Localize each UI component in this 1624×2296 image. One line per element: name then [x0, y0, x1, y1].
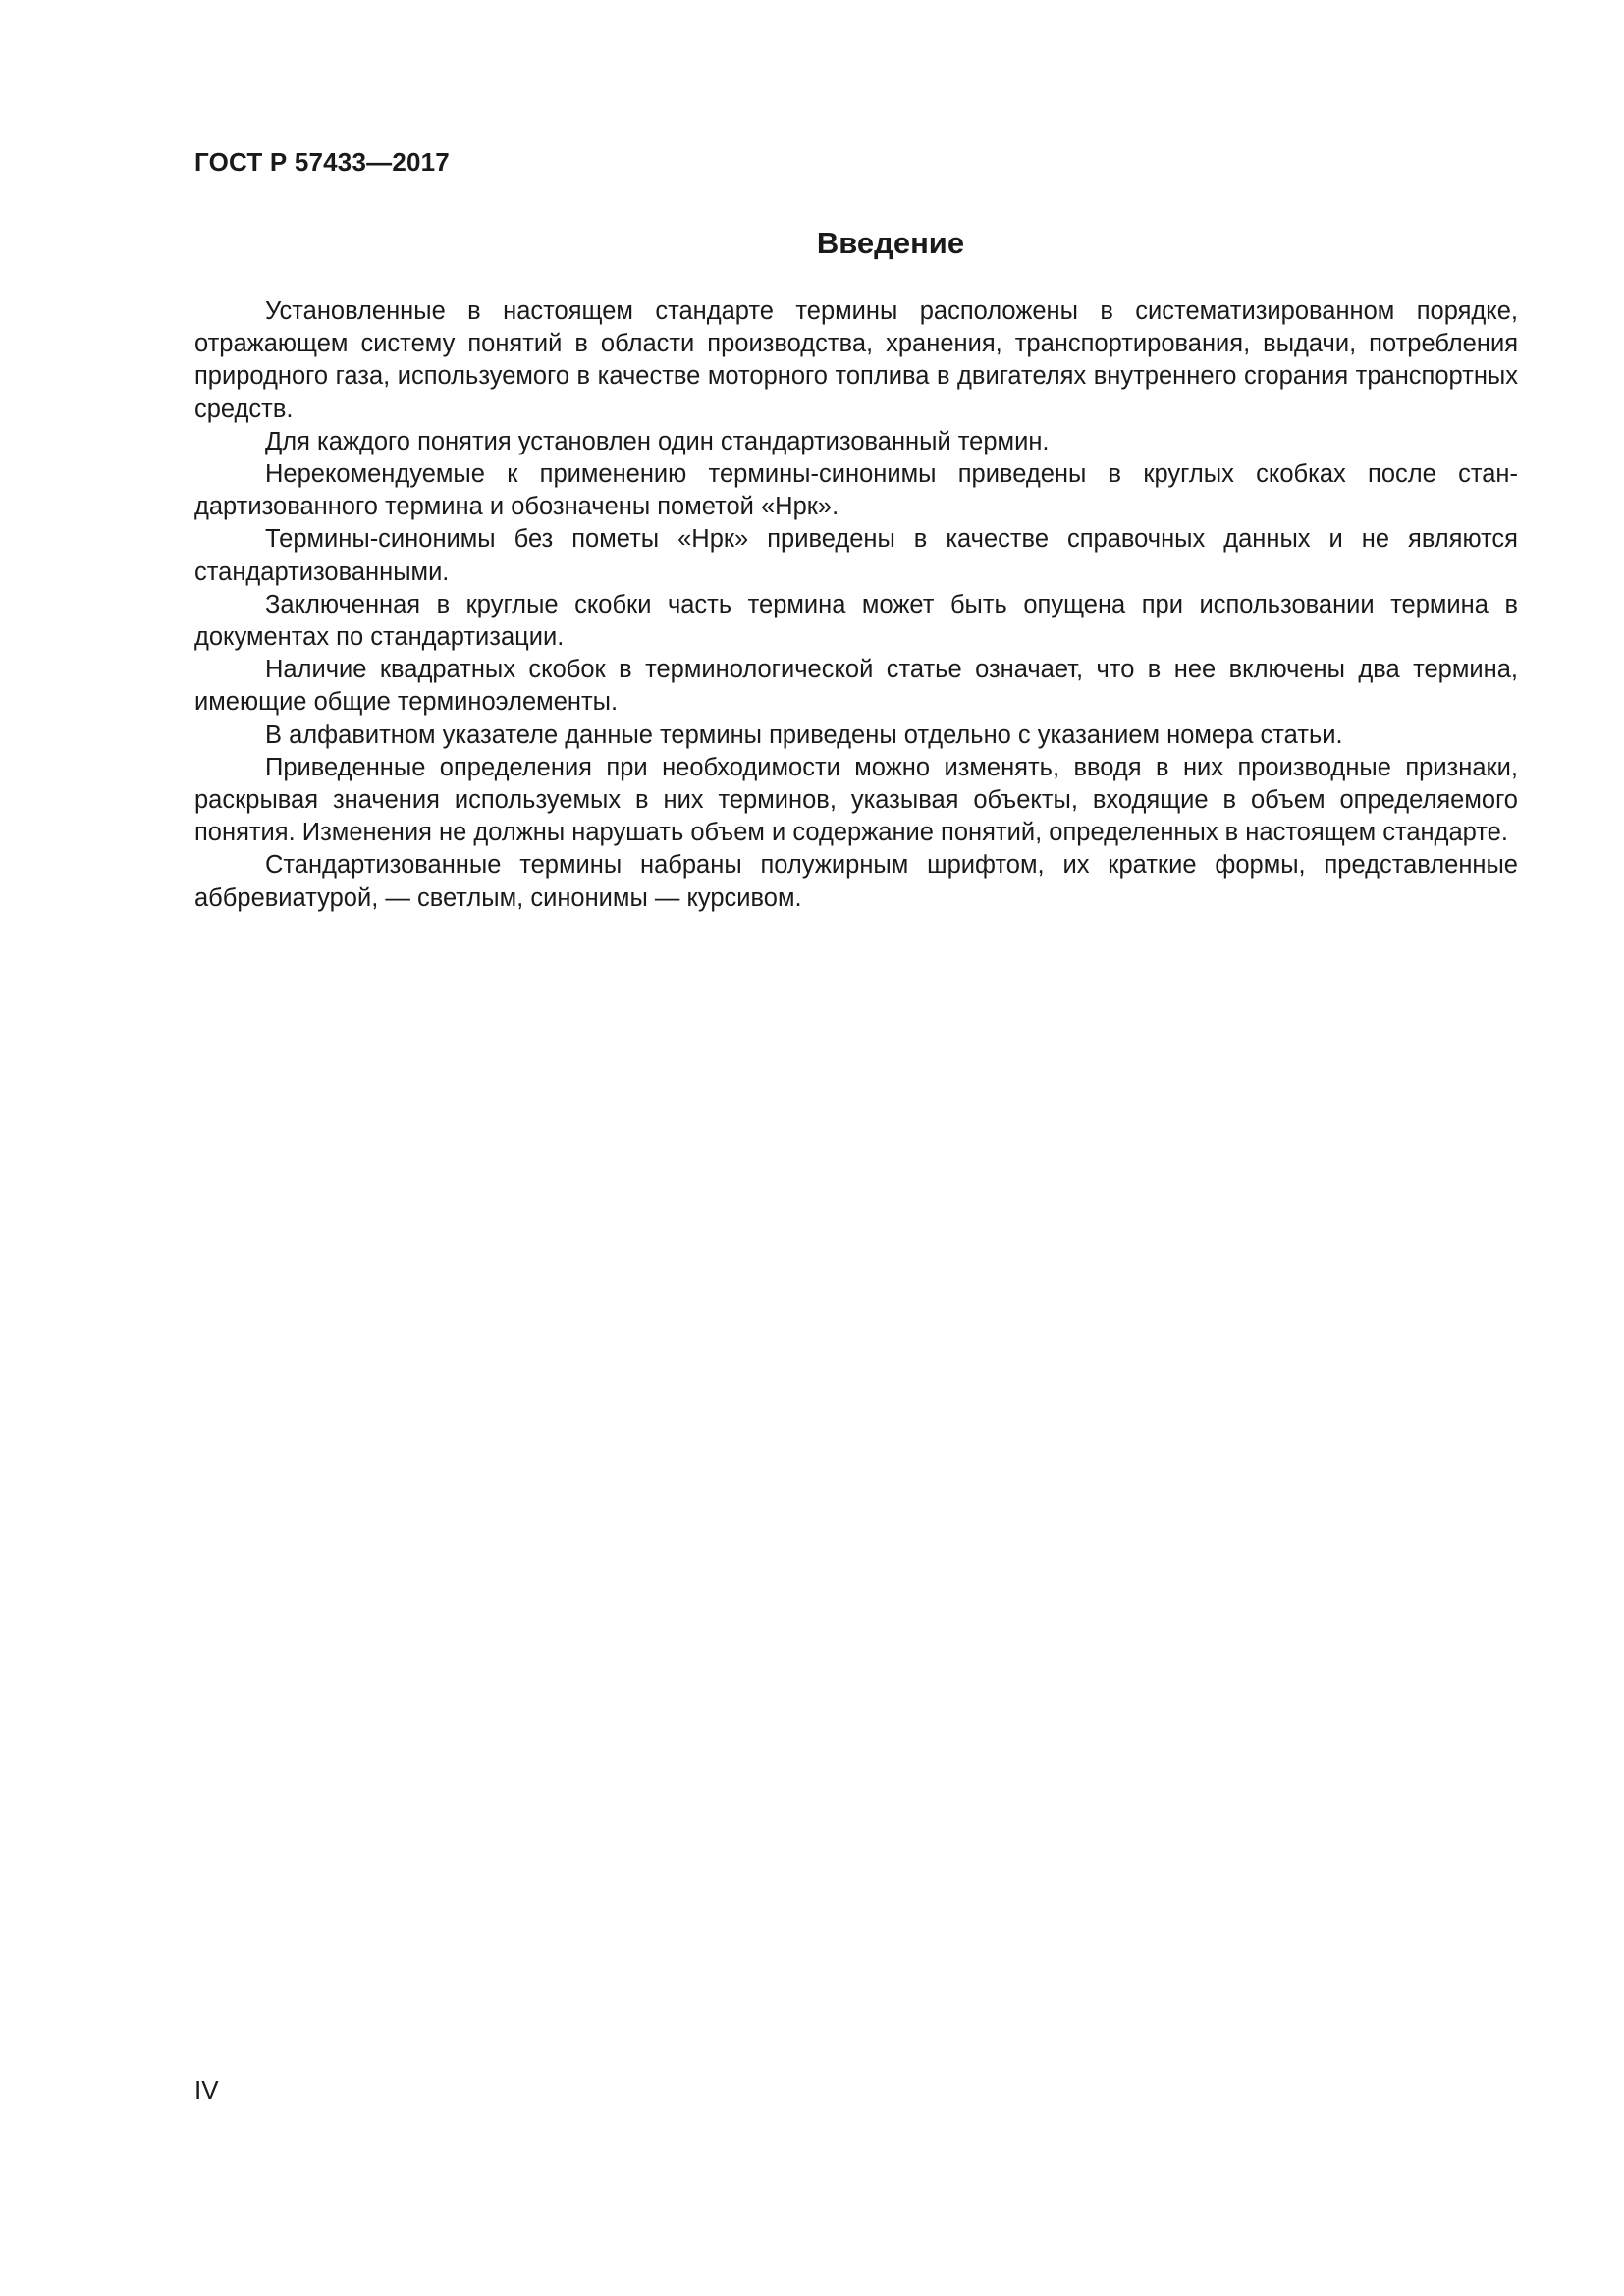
introduction-body	[194, 295, 1518, 915]
document-code-header: ГОСТ Р 57433—2017	[194, 147, 450, 177]
page-number: IV	[194, 2075, 219, 2105]
paragraph: В алфавитном указателе данные термины приведены отдельно с указанием номера статьи.	[265, 721, 1343, 749]
paragraph: Наличие квадратных скобок в терминологической статье означает, что в нее включены два термина, имеющие общие терминоэлементы.	[194, 656, 1518, 717]
paragraph: Стандартизованные термины набраны полужирным шрифтом, их краткие формы, представленные аббревиатурой, — светлым, синонимы — курсивом.	[194, 851, 1518, 912]
paragraph: Для каждого понятия установлен один стандартизованный термин.	[265, 427, 1050, 455]
paragraph: Заключенная в круглые скобки часть термина может быть опущена при использовании термина в документах по стандартизации.	[194, 590, 1518, 652]
section-title: Введение	[816, 226, 965, 260]
paragraph: Приведенные определения при необходимости можно изменять, вводя в них производные признаки, раскрывая значения используемых в них терминов, указывая объекты, входящие в объем определяемого понятия. Изменения не должны нарушать объем и содержание понятий, определенных в настоящем стандарте.	[194, 753, 1518, 847]
paragraph: Нерекомендуемые к применению термины-синонимы приведены в круглых скобках после стандартизованного термина и обозначены пометой «Нрк».	[194, 460, 1518, 521]
paragraph: Установленные в настоящем стандарте термины расположены в систематизированном порядке, отражающем систему понятий в области производства, хранения, транспортирования, выдачи, потребления природного газа, используемого в качестве моторного топлива в двигателях внутреннего сгорания транспортных средств.	[194, 297, 1518, 423]
paragraph: Термины-синонимы без пометы «Нрк» приведены в качестве справочных данных и не являются стандартизованными.	[194, 525, 1518, 586]
